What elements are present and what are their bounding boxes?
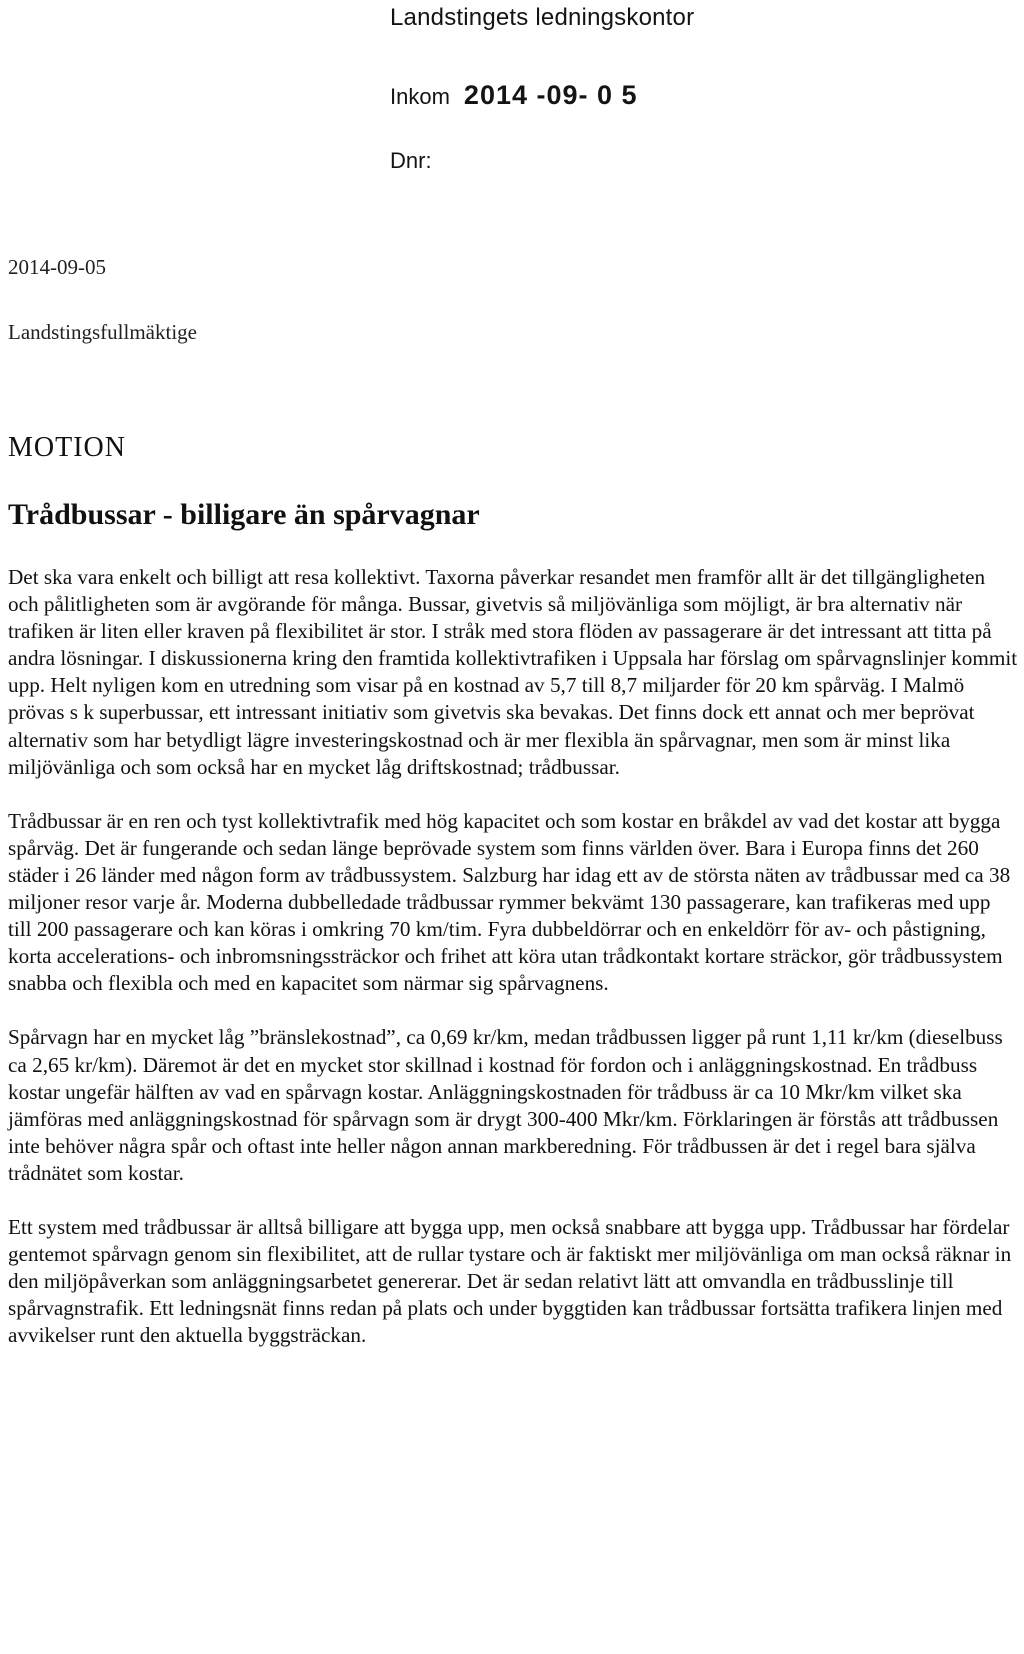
stamp-inkom-label: Inkom [390, 84, 450, 109]
stamp-inkom-date: 2014 -09- 0 5 [463, 80, 638, 110]
stamp-office-name: Landstingets ledningskontor [390, 4, 695, 31]
body-paragraph-4: Ett system med trådbussar är alltså billigare att bygga upp, men också snabbare att bygga upp. Trådbussar har fördelar gentemot spårvagn genom sin flexibilitet, att de rullar tystare och är faktiskt mer miljövänliga om man också räknar in den miljöpåverkan som anläggningsarbetet genererar. Det är sedan relativt lätt att omvandla en trådbusslinje till spårvagnstrafik. Ett ledningsnät finns redan på plats och under byggtiden kan trådbussar fortsätta trafikera linjen med avvikelser runt den aktuella byggsträckan. [8, 1214, 1012, 1348]
letter-date: 2014-09-05 [8, 255, 106, 279]
body-paragraph-2: Trådbussar är en ren och tyst kollektivtrafik med hög kapacitet och som kostar en bråkdel av vad det kostar att bygga spårväg. Det är fungerande och sedan länge beprövade system som finns världen över. Bara i Europa finns det 260 städer i 26 länder med någon form av trådbussystem. Salzburg har idag ett av de största näten av trådbussar med ca 38 miljoner resor varje år. Moderna dubbelledade trådbussar rymmer bekvämt 130 passagerare, kan trafikeras med upp till 200 passagerare och kan köras i omkring 70 km/tim. Fyra dubbeldörrar och en enkeldörr för av- och påstigning, korta accelerations- och inbromsningssträckor och frihet att köra utan trådkontakt kortare sträckor, gör trådbussystem snabba och flexibla och med en kapacitet som närmar sig spårvagnens. [8, 808, 1011, 996]
letter-recipient: Landstingsfullmäktige [8, 320, 197, 344]
body-paragraph-1: Det ska vara enkelt och billigt att resa kollektivt. Taxorna påverkar resandet men framför allt är det tillgängligheten och pålitligheten som är avgörande för många. Bussar, givetvis så miljövänliga som möjligt, är bra alternativ när trafiken är liten eller kraven på flexibilitet är stor. I stråk med stora flöden av passagerare är det intressant att titta på andra lösningar. I diskussionerna kring den framtida kollektivtrafiken i Uppsala har förslag om spårvagnslinjer kommit upp. Helt nyligen kom en utredning som visar på en kostnad av 5,7 till 8,7 miljarder för 20 km spårväg. I Malmö prövas s k superbussar, ett intressant initiativ som givetvis ska bevakas. Det finns dock ett annat och mer beprövat alternativ som har betydligt lägre investeringskostnad och är mer flexibla än spårvagnar, men som är minst lika miljövänliga och som också har en mycket låg driftskostnad; trådbussar. [8, 565, 1018, 779]
body-paragraph-3: Spårvagn har en mycket låg ”bränslekostnad”, ca 0,69 kr/km, medan trådbussen ligger på runt 1,11 kr/km (dieselbuss ca 2,65 kr/km). Däremot är det en mycket stor skillnad i kostnad för fordon och i anläggningskostnad. En trådbuss kostar ungefär hälften av vad en spårvagn kostar. Anläggningskostnaden för trådbuss är ca 10 Mkr/km vilket ska jämföras med anläggningskostnad för spårvagn som är drygt 300-400 Mkr/km. Förklaringen är förstås att trådbussen inte behöver några spår och oftast inte heller någon annan markberedning. För trådbussen är det i regel bara själva trådnätet som kostar. [8, 1025, 1003, 1185]
stamp-dnr-label: Dnr: [390, 148, 432, 173]
document-heading: MOTION [8, 432, 126, 463]
stamp-inkom-row [390, 80, 638, 111]
received-stamp [386, 0, 746, 175]
motion-body [8, 564, 1018, 1376]
motion-title: Trådbussar - billigare än spårvagnar [8, 498, 480, 531]
